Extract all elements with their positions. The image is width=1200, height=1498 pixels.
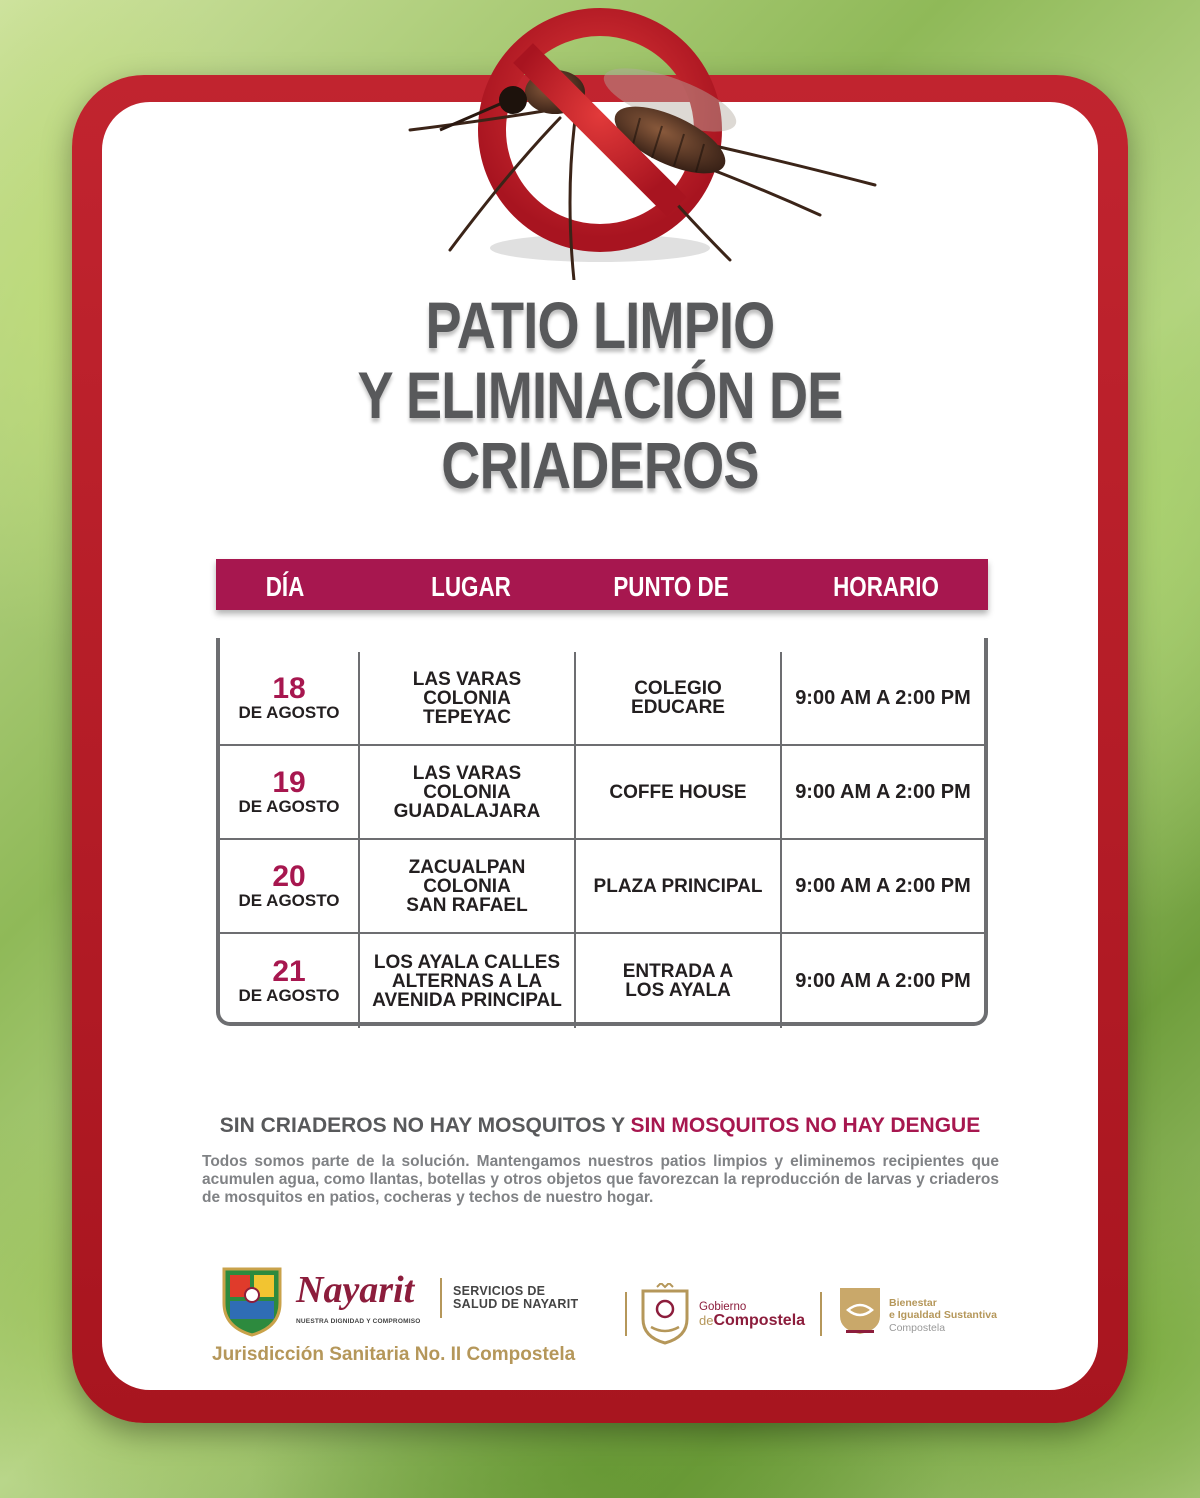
day-number: 19	[272, 766, 306, 799]
meeting-cell	[574, 652, 780, 744]
day-cell	[220, 652, 358, 744]
place-line: GUADALAJARA	[393, 800, 541, 822]
header-place: LUGAR	[431, 571, 511, 602]
bienestar-line-1: Bienestar	[889, 1297, 937, 1309]
place-line: SAN RAFAEL	[406, 894, 528, 916]
meeting-line: ENTRADA A	[622, 961, 734, 982]
table-row	[220, 652, 984, 746]
place-line: COLONIA	[423, 781, 511, 803]
jurisdiccion-label: Jurisdicción Sanitaria No. II Compostela	[212, 1344, 576, 1365]
place-line: COLONIA	[423, 875, 511, 897]
ssn-line-1: SERVICIOS DE	[453, 1284, 546, 1298]
bienestar-line-3: Compostela	[889, 1322, 946, 1334]
ssn-logo-text	[453, 1285, 578, 1311]
day-cell	[220, 840, 358, 932]
meeting-cell	[574, 746, 780, 838]
meeting-line: LOS AYALA	[625, 980, 731, 1001]
header-time: HORARIO	[833, 571, 939, 602]
day-month: DE AGOSTO	[238, 797, 340, 816]
slogan-part-1: SIN CRIADEROS NO HAY MOSQUITOS Y	[219, 1114, 631, 1137]
divider	[625, 1292, 627, 1336]
time-cell: 9:00 AM A 2:00 PM	[780, 746, 984, 838]
compostela-word: Compostela	[713, 1312, 806, 1329]
title-line-2: Y ELIMINACIÓN DE	[357, 358, 843, 432]
place-line: AVENIDA PRINCIPAL	[372, 989, 562, 1011]
place-line: ZACUALPAN	[408, 856, 526, 878]
day-number: 20	[272, 860, 306, 893]
meeting-cell	[574, 840, 780, 932]
day-number: 21	[272, 955, 306, 988]
place-cell	[358, 934, 574, 1028]
day-cell	[220, 934, 358, 1028]
meeting-line: COLEGIO	[634, 678, 722, 699]
slogan	[0, 1114, 1200, 1138]
place-line: LAS VARAS	[412, 762, 522, 784]
place-line: ALTERNAS A LA	[391, 970, 543, 992]
title-line-1: PATIO LIMPIO	[425, 288, 775, 362]
bienestar-label	[889, 1297, 997, 1321]
day-number: 18	[272, 672, 306, 705]
place-line: TEPEYAC	[423, 706, 511, 728]
meeting-cell	[574, 934, 780, 1028]
header-meeting: PUNTO DE REUNIÓN	[613, 571, 729, 657]
divider	[820, 1292, 822, 1336]
schedule-table	[216, 638, 988, 1026]
de-label: de	[699, 1313, 714, 1328]
place-cell	[358, 746, 574, 838]
nayarit-tagline: NUESTRA DIGNIDAD Y COMPROMISO	[296, 1318, 421, 1325]
bienestar-hands-icon	[838, 1286, 882, 1336]
table-row	[220, 746, 984, 840]
bienestar-line-2: e Igualdad Sustantiva	[889, 1309, 997, 1321]
time-cell: 9:00 AM A 2:00 PM	[780, 840, 984, 932]
table-header	[216, 559, 988, 657]
place-line: COLONIA	[423, 687, 511, 709]
time-cell: 9:00 AM A 2:00 PM	[780, 652, 984, 744]
day-month: DE AGOSTO	[238, 891, 340, 910]
header-day: DÍA	[265, 571, 305, 602]
meeting-line: EDUCARE	[631, 697, 725, 718]
time-cell: 9:00 AM A 2:00 PM	[780, 934, 984, 1028]
ssn-line-2: SALUD DE NAYARIT	[453, 1297, 579, 1311]
nayarit-logo-text: Nayarit	[296, 1269, 415, 1311]
page-title	[108, 290, 1092, 500]
place-line: LAS VARAS	[412, 668, 522, 690]
divider	[440, 1278, 442, 1318]
day-month: DE AGOSTO	[238, 986, 340, 1005]
day-month: DE AGOSTO	[238, 703, 340, 722]
meeting-line: COFFE HOUSE	[609, 781, 747, 803]
compostela-shield-icon	[639, 1283, 691, 1345]
no-mosquito-icon	[400, 0, 880, 280]
nayarit-coat-of-arms-icon	[218, 1263, 286, 1337]
description-text: Todos somos parte de la solución. Mantengamos nuestros patios limpios y eliminemos recipientes que acumulen agua, como llantas, botellas y otros objetos que favorezcan la reproducción de larvas y criaderos de mosquitos en patios, cocheras y techos de nuestro hogar.	[202, 1153, 999, 1206]
table-row	[220, 934, 984, 1028]
table-row	[220, 840, 984, 934]
place-cell	[358, 840, 574, 932]
title-line-3: CRIADEROS	[441, 428, 759, 502]
place-cell	[358, 652, 574, 744]
gobierno-label: Gobierno	[699, 1301, 747, 1313]
slogan-part-2: SIN MOSQUITOS NO HAY DENGUE	[630, 1114, 981, 1137]
meeting-line: PLAZA PRINCIPAL	[593, 875, 763, 897]
compostela-label	[699, 1312, 805, 1330]
day-cell	[220, 746, 358, 838]
place-line: LOS AYALA CALLES	[373, 951, 561, 973]
